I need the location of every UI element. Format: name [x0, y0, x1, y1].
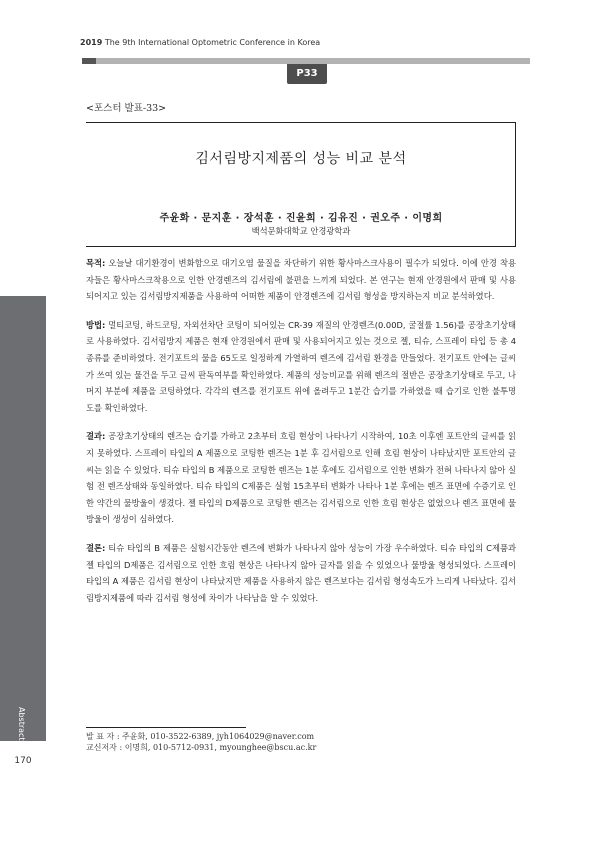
- section-label: 목적:: [86, 258, 106, 268]
- section-text: 오늘날 대기환경이 변화함으로 대기오염 물질을 차단하기 위한 황사마스크사용이 필수가 되었다. 이에 안경 착용자들은 황사마스크착용으로 인한 안경렌즈의 김서림에 불편을 느끼게 되었다. 본 연구는 현재 안경원에서 판매 및 사용되어지고 있는 김서림방지제품을 사용하여 어떠한 제품이 안경렌즈에 김서림 형성을 방지하는지 비교 분석하였다.: [86, 258, 516, 302]
- abstract-body: [86, 255, 516, 618]
- side-tab-label: Abstract: [17, 707, 26, 741]
- title-box-bottom-rule: [86, 246, 516, 247]
- section-text: 공장초기상태의 렌즈는 습기를 가하고 2초부터 흐림 현상이 나타나기 시작하여, 10초 이후엔 포트안의 글씨를 읽지 못하였다. 스프레이 타입의 A 제품으로 코팅한 렌즈는 1분 후 김서림으로 인해 흐림 현상이 나타났지만 포트안의 글씨는 읽을 수 있었다. 티슈 타입의 B 제품으로 코팅한 렌즈는 1분 후에도 김서림으로 인한 변화가 전혀 나타나지 않아 실험 전 렌즈상태와 동일하였다. 티슈 타입의 C제품은 실험 15초부터 변화가 나타나 1분 후에는 렌즈 표면에 수증기로 인한 약간의 물방울이 생겼다. 젤 타입의 D제품으로 코팅한 렌즈는 김서림으로 인한 흐림 현상은 없었으나 렌즈 표면에 물방울이 생성이 심하였다.: [86, 431, 516, 525]
- conference-name: The 9th International Optometric Conference in Korea: [104, 38, 321, 47]
- header-bar-accent: [82, 58, 96, 64]
- poster-tag: P33: [287, 64, 327, 84]
- section-label: 결론:: [86, 542, 106, 553]
- section-text: 티슈 타입의 B 제품은 실험시간동안 렌즈에 변화가 나타나지 않아 성능이 가장 우수하였다. 티슈 타입의 C제품과 젤 타입의 D제품은 김서림으로 인한 흐림 현상은 나타나지 않아 글자를 읽을 수 있었으나 물방울 형성되었다. 스프레이 타입의 A 제품은 김서림 현상이 나타났지만 제품을 사용하지 않은 렌즈보다는 김서림 형성속도가 느리게 나타났다. 김서림방지제품에 따라 김서림 형성에 차이가 나타남을 알 수 있었다.: [86, 542, 516, 603]
- section-conclusion: [86, 540, 516, 606]
- title-box-top-rule: [86, 122, 516, 123]
- side-tab: [0, 296, 46, 741]
- section-text: 멀티코팅, 하드코팅, 자외선차단 코팅이 되어있는 CR-39 재질의 안경렌즈(0.00D, 굴절률 1.56)를 공장초기상태로 사용하였다. 김서림방지 제품은 현재 안경원에서 판매 및 사용되어지고 있는 것으로 젤, 티슈, 스프레이 타입 등 총 4 종류를 준비하였다. 전기포트의 물을 65도로 일정하게 가열하여 렌즈에 김서림 환경을 만들었다. 전기포트 안에는 글씨가 쓰여 있는 물건을 두고 글씨 판독여부를 확인하였다. 제품의 성능비교를 위해 렌즈의 절반은 공장초기상태로 두고, 나머지 부분에 제품을 코팅하였다. 각각의 렌즈를 전기포트 위에 올려두고 1분간 습기를 가하였을 때 습기로 인한 불투명도를 확인하였다.: [86, 319, 516, 413]
- conference-year: 2019: [80, 38, 103, 47]
- section-label: 결과:: [86, 431, 106, 442]
- conference-header: [80, 38, 320, 47]
- footnote: [86, 731, 316, 753]
- section-method: [86, 317, 516, 417]
- footnote-rule: [86, 727, 246, 728]
- page-number: 170: [14, 756, 32, 766]
- affiliation: 백석문화대학교 안경광학과: [251, 226, 351, 236]
- section-purpose: [86, 255, 516, 305]
- author-list: 주윤화 · 문지훈 · 장석훈 · 진윤희 · 김유진 · 권오주 · 이명희: [159, 213, 443, 224]
- paper-title: 김서림방지제품의 성능 비교 분석: [195, 151, 407, 167]
- section-label: 방법:: [86, 319, 106, 330]
- poster-label: <포스터 발표-33>: [86, 103, 167, 114]
- footnote-corresponding: 교신저자 : 이명희, 010-5712-0931, myounghee@bscu.ac.kr: [86, 743, 317, 752]
- footnote-presenter: 발 표 자 : 주윤화, 010-3522-6389, jyh1064029@naver.com: [86, 732, 315, 741]
- section-result: [86, 428, 516, 528]
